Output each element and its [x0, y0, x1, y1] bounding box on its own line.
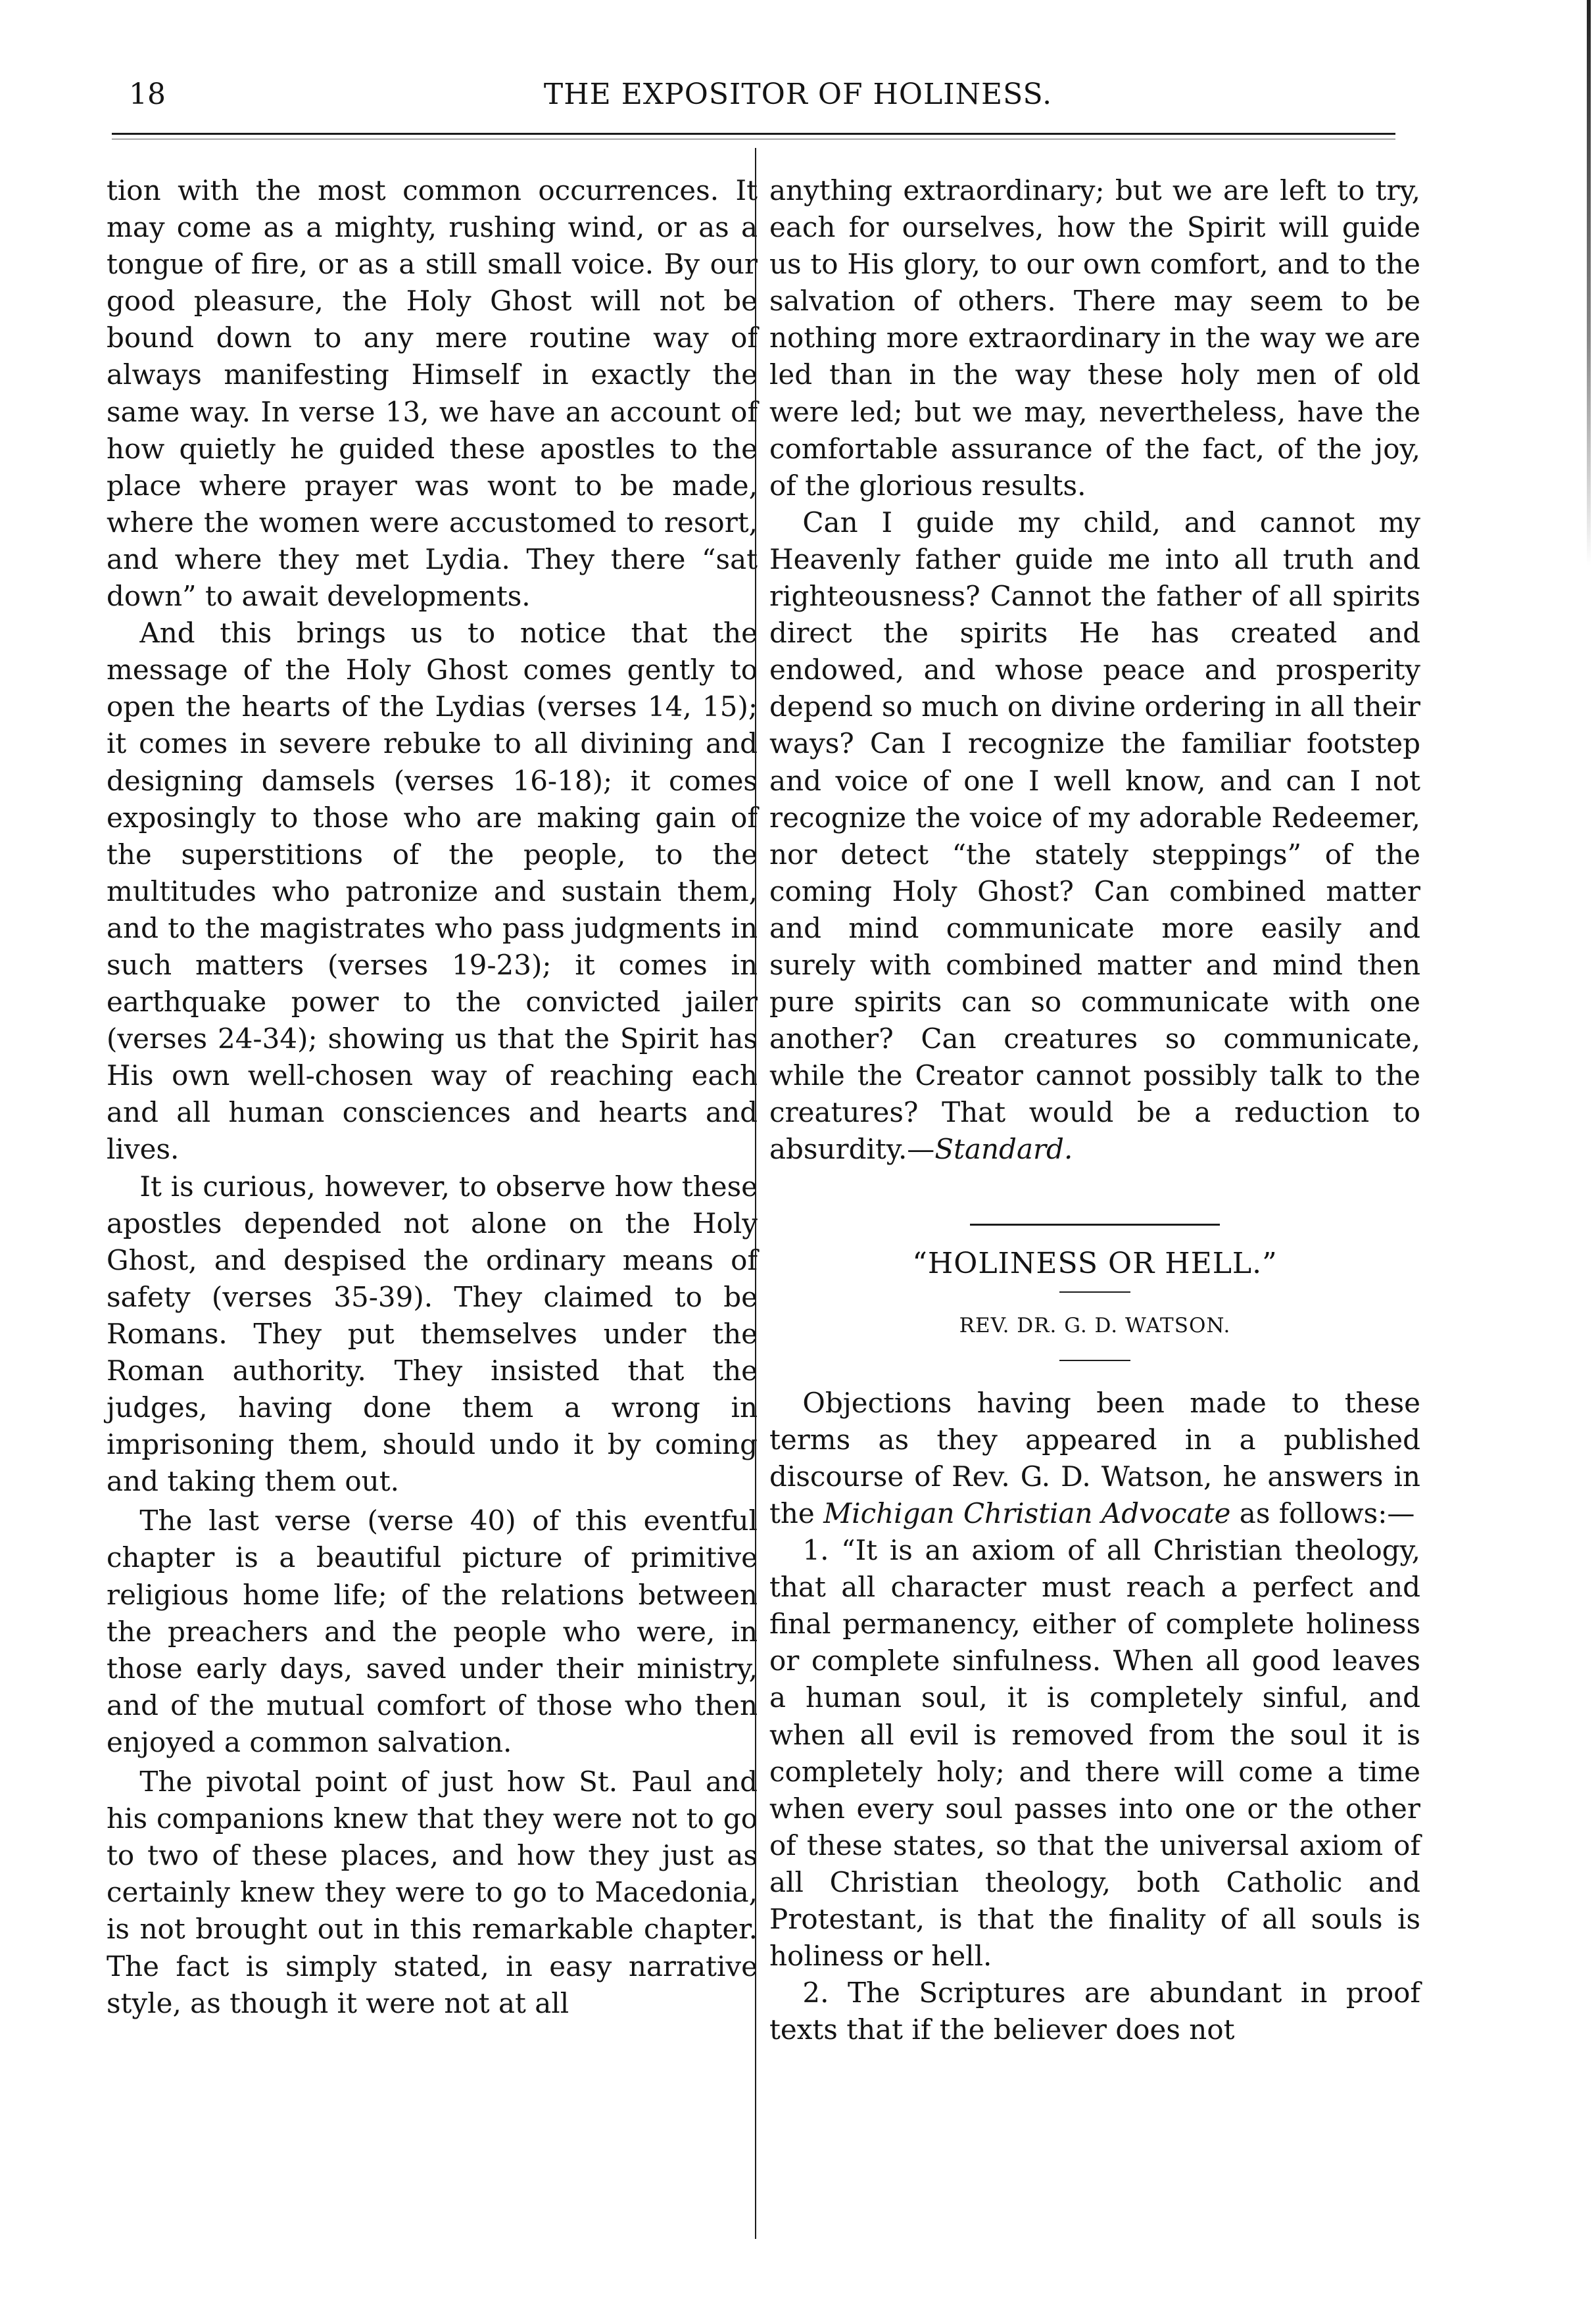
right-column — [769, 172, 1420, 2048]
title-rule — [1059, 1291, 1130, 1293]
paragraph: anything extraordinary; but we are left to try, each for ourselves, how the Spirit will guide us to His glory, to our own comfort, and to the salvation of others. There may seem to be nothing more extraordinary in the way we are led than in the way these holy men of old were led; but we may, nevertheless, have the comfortable assurance of the fact, of the joy, of the glorious results. — [769, 174, 1420, 502]
section-divider — [970, 1224, 1220, 1226]
left-column — [107, 172, 758, 2022]
paragraph: 1. “It is an axiom of all Christian theology, that all character must reach a perfect and final permanency, either of complete holiness or complete sinfulness. When all good leaves a human soul, it is completely sinful, and when all evil is removed from the soul it is completely holy; and there will come a time when every soul passes into one or the other of these states, so that the universal axiom of all Christian theology, both Catholic and Protestant, is that the finality of all souls is holiness or hell. — [769, 1534, 1420, 1973]
paragraph: It is curious, however, to observe how these apostles depended not alone on the Holy Ghost, and despised the ordinary means of safety (verses 35-39). They claimed to be Romans. They put themselves under the Roman authority. They insisted that the judges, having done them a wrong in imprisoning them, should undo it by coming and taking them out. — [107, 1170, 758, 1498]
paragraph: tion with the most common occurrences. It may come as a mighty, rushing wind, or as a tongue of fire, or as a still small voice. By our good pleasure, the Holy Ghost will not be bound down to any mere routine way of always manifesting Himself in exactly the same way. In verse 13, we have an account of how quietly he guided these apostles to the place where prayer was wont to be made, where the women were accustomed to resort, and where they met Lydia. They there “sat down” to await developments. — [107, 174, 758, 613]
article-author: REV. DR. G. D. WATSON. — [959, 1313, 1231, 1337]
paragraph: The last verse (verse 40) of this eventful chapter is a beautiful picture of primitive religious home life; of the relations between the preachers and the people who were, in those early days, saved under their ministry, and of the mutual comfort of those who then enjoyed a common salvation. — [107, 1504, 758, 1758]
paragraph: And this brings us to notice that the message of the Holy Ghost comes gently to open the hearts of the Lydias (verses 14, 15); it comes in severe rebuke to all divining and designing damsels (verses 16-18); it comes exposingly to those who are making gain of the superstitions of the people, to the multitudes who patronize and sustain them, and to the magistrates who pass judgments in such matters (verses 19-23); it comes in earthquake power to the convicted jailer (verses 24-34); showing us that the Spirit has His own well-chosen way of reaching each and all human consciences and hearts and lives. — [107, 617, 758, 1166]
paragraph: The pivotal point of just how St. Paul and his companions knew that they were not to go to two of these places, and how they just as certainly knew they were to go to Macedonia, is not brought out in this remarkable chapter. The fact is simply stated, in easy narrative style, as though it were not at all — [107, 1766, 758, 2019]
running-title: THE EXPOSITOR OF HOLINESS. — [543, 78, 1053, 111]
page-edge-shadow — [1587, 0, 1591, 565]
paragraph: 2. The Scriptures are abundant in proof texts that if the believer does not — [769, 1977, 1420, 2046]
paragraph — [769, 504, 1420, 1168]
paragraph-text: Can I guide my child, and cannot my Heavenly father guide me into all truth and righteousness? Cannot the father of all spirits direct the spirits He has created and endowed, and whose peace and prosperity depend so much on divine ordering in all their ways? Can I recognize the familiar footstep and voice of one I well know, and can I not recognize the voice of my adorable Redeemer, nor detect “the stately steppings” of the coming Holy Ghost? Can combined matter and mind communicate more easily and surely with combined matter and mind then pure spirits can so communicate with one another? Can creatures so communicate, while the Creator cannot possibly talk to the creatures? That would be a reduction to absurdity.— — [769, 506, 1420, 1166]
paragraph-text: as follows:— — [1230, 1497, 1415, 1529]
publication-name: Michigan Christian Advocate — [823, 1497, 1231, 1529]
source-signature: Standard. — [934, 1133, 1073, 1166]
header-rule — [112, 133, 1395, 135]
paragraph — [769, 1385, 1420, 1532]
author-rule — [1059, 1360, 1130, 1361]
page-number: 18 — [129, 78, 166, 111]
article-title: “HOLINESS OR HELL.” — [912, 1246, 1278, 1280]
paragraph-text: Objections having been made to these terms as they appeared in a published discourse of Rev. G. D. Watson, he answers in the — [769, 1386, 1420, 1529]
